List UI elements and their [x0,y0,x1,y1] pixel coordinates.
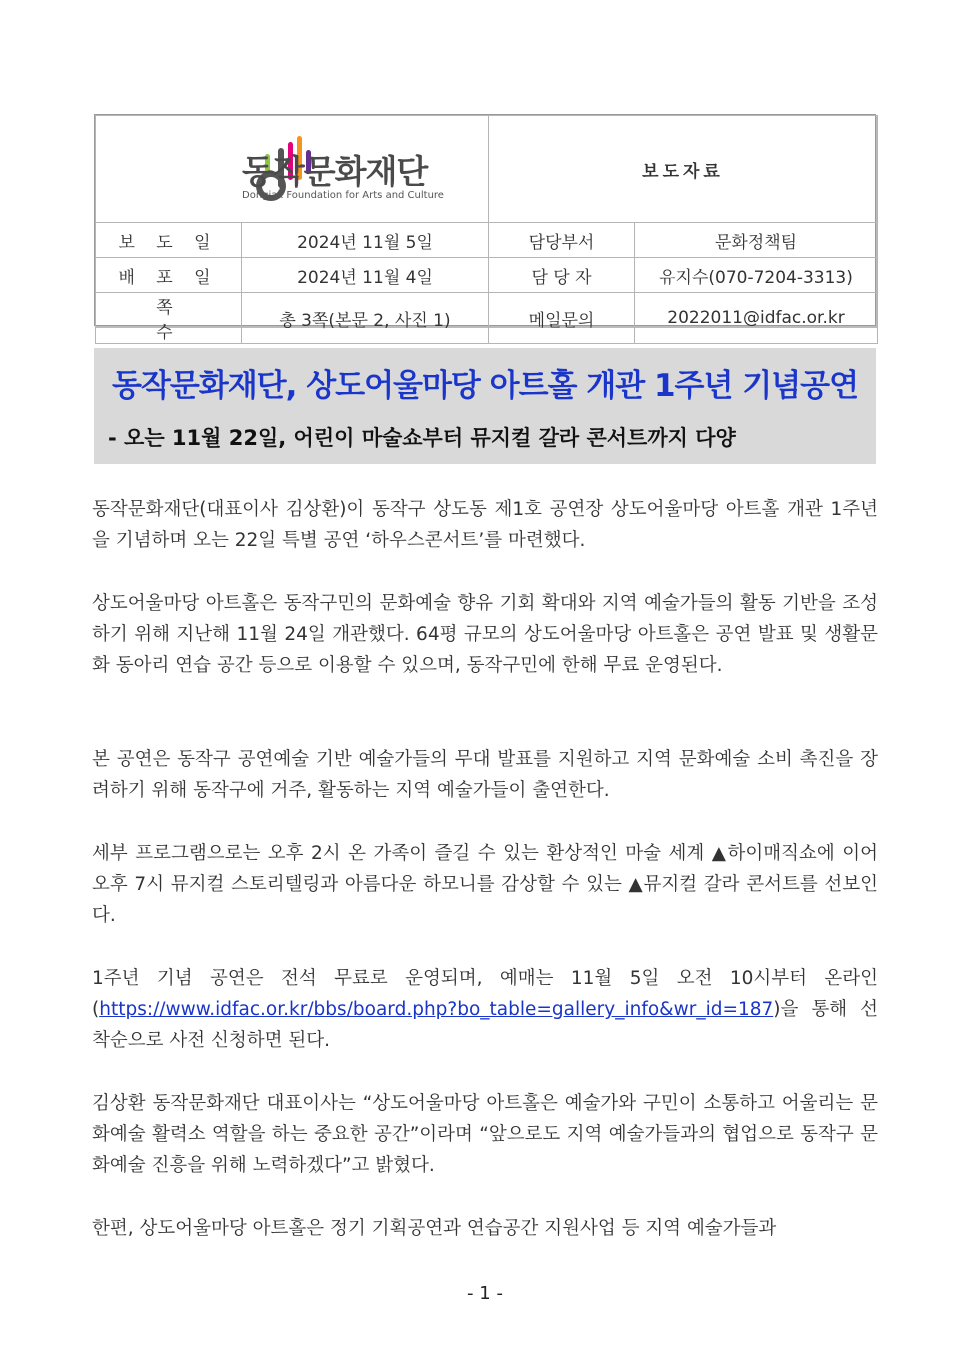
headline: 동작문화재단, 상도어울마당 아트홀 개관 1주년 기념공연 [111,368,859,404]
value-email: 2022011@idfac.or.kr [635,293,878,344]
logo-name: 동작문화재단 [242,152,428,191]
paragraph-7: 한편, 상도어울마당 아트홀은 정기 기획공연과 연습공간 지원사업 등 지역 예술가들과 [92,1218,777,1239]
reservation-link[interactable]: https://www.idfac.or.kr/bbs/board.php?bo_table=gallery_info&wr_id=187 [99,999,774,1021]
value-distribution-date: 2024년 11월 4일 [242,258,489,293]
label-department: 담당부서 [489,223,635,258]
paragraph-5 [92,963,878,1057]
foundation-logo [162,134,444,204]
paragraph-5-text-before: 1주년 기념 공연은 전석 무료로 운영되며, 예매는 11월 5일 오전 10시부터 온라인( [92,968,878,1021]
value-page-count: 총 3쪽(본문 2, 사진 1) [242,293,489,344]
value-department: 문화정책팀 [635,223,878,258]
headline-box [94,348,876,464]
paragraph-5-text-after: )을 통해 선착순으로 사전 신청하면 된다. [92,999,878,1052]
document-type-title: 보도자료 [489,116,878,223]
info-row-page-count [96,293,878,344]
paragraph-1: 동작문화재단(대표이사 김상환)이 동작구 상도동 제1호 공연장 상도어울마당 아트홀 개관 1주년을 기념하며 오는 22일 특별 공연 ‘하우스콘서트’를 마련했다. [92,499,878,552]
value-contact-person: 유지수(070-7204-3313) [635,258,878,293]
logo-cell [96,116,489,223]
label-page-count: 쪽 수 [96,293,242,344]
subheadline: - 오는 11월 22일, 어린이 마술쇼부터 뮤지컬 갈라 콘서트까지 다양 [108,426,736,450]
info-row-release-date [96,223,878,258]
label-email: 메일문의 [489,293,635,344]
label-release-date: 보 도 일 [96,223,242,258]
press-info-table [94,114,876,343]
paragraph-4: 세부 프로그램으로는 오후 2시 온 가족이 즐길 수 있는 환상적인 마술 세계 ▲하이매직쇼에 이어 오후 7시 뮤지컬 스토리텔링과 아름다운 하모니를 감상할 수 있는 ▲뮤지컬 갈라 콘서트를 선보인다. [92,843,878,927]
paragraph-2: 상도어울마당 아트홀은 동작구민의 문화예술 향유 기회 확대와 지역 예술가들의 활동 기반을 조성하기 위해 지난해 11월 24일 개관했다. 64평 규모의 상도어울마당 아트홀은 공연 발표 및 생활문화 동아리 연습 공간 등으로 이용할 수 있으며, 동작구민에 한해 무료 운영된다. [92,593,878,677]
page-number: - 1 - [467,1283,503,1304]
paragraph-6: 김상환 동작문화재단 대표이사는 “상도어울마당 아트홀은 예술가와 구민이 소통하고 어울리는 문화예술 활력소 역할을 하는 중요한 공간”이라며 “앞으로도 지역 예술가들과의 협업으로 동작구 문화예술 진흥을 위해 노력하겠다”고 밝혔다. [92,1093,878,1177]
paragraph-3: 본 공연은 동작구 공연예술 기반 예술가들의 무대 발표를 지원하고 지역 문화예술 소비 촉진을 장려하기 위해 동작구에 거주, 활동하는 지역 예술가들이 출연한다. [92,749,878,802]
value-release-date: 2024년 11월 5일 [242,223,489,258]
label-distribution-date: 배 포 일 [96,258,242,293]
logo-subtitle: Dongjak Foundation for Arts and Culture [242,190,444,201]
label-contact-person: 담 당 자 [489,258,635,293]
info-row-distribution-date [96,258,878,293]
